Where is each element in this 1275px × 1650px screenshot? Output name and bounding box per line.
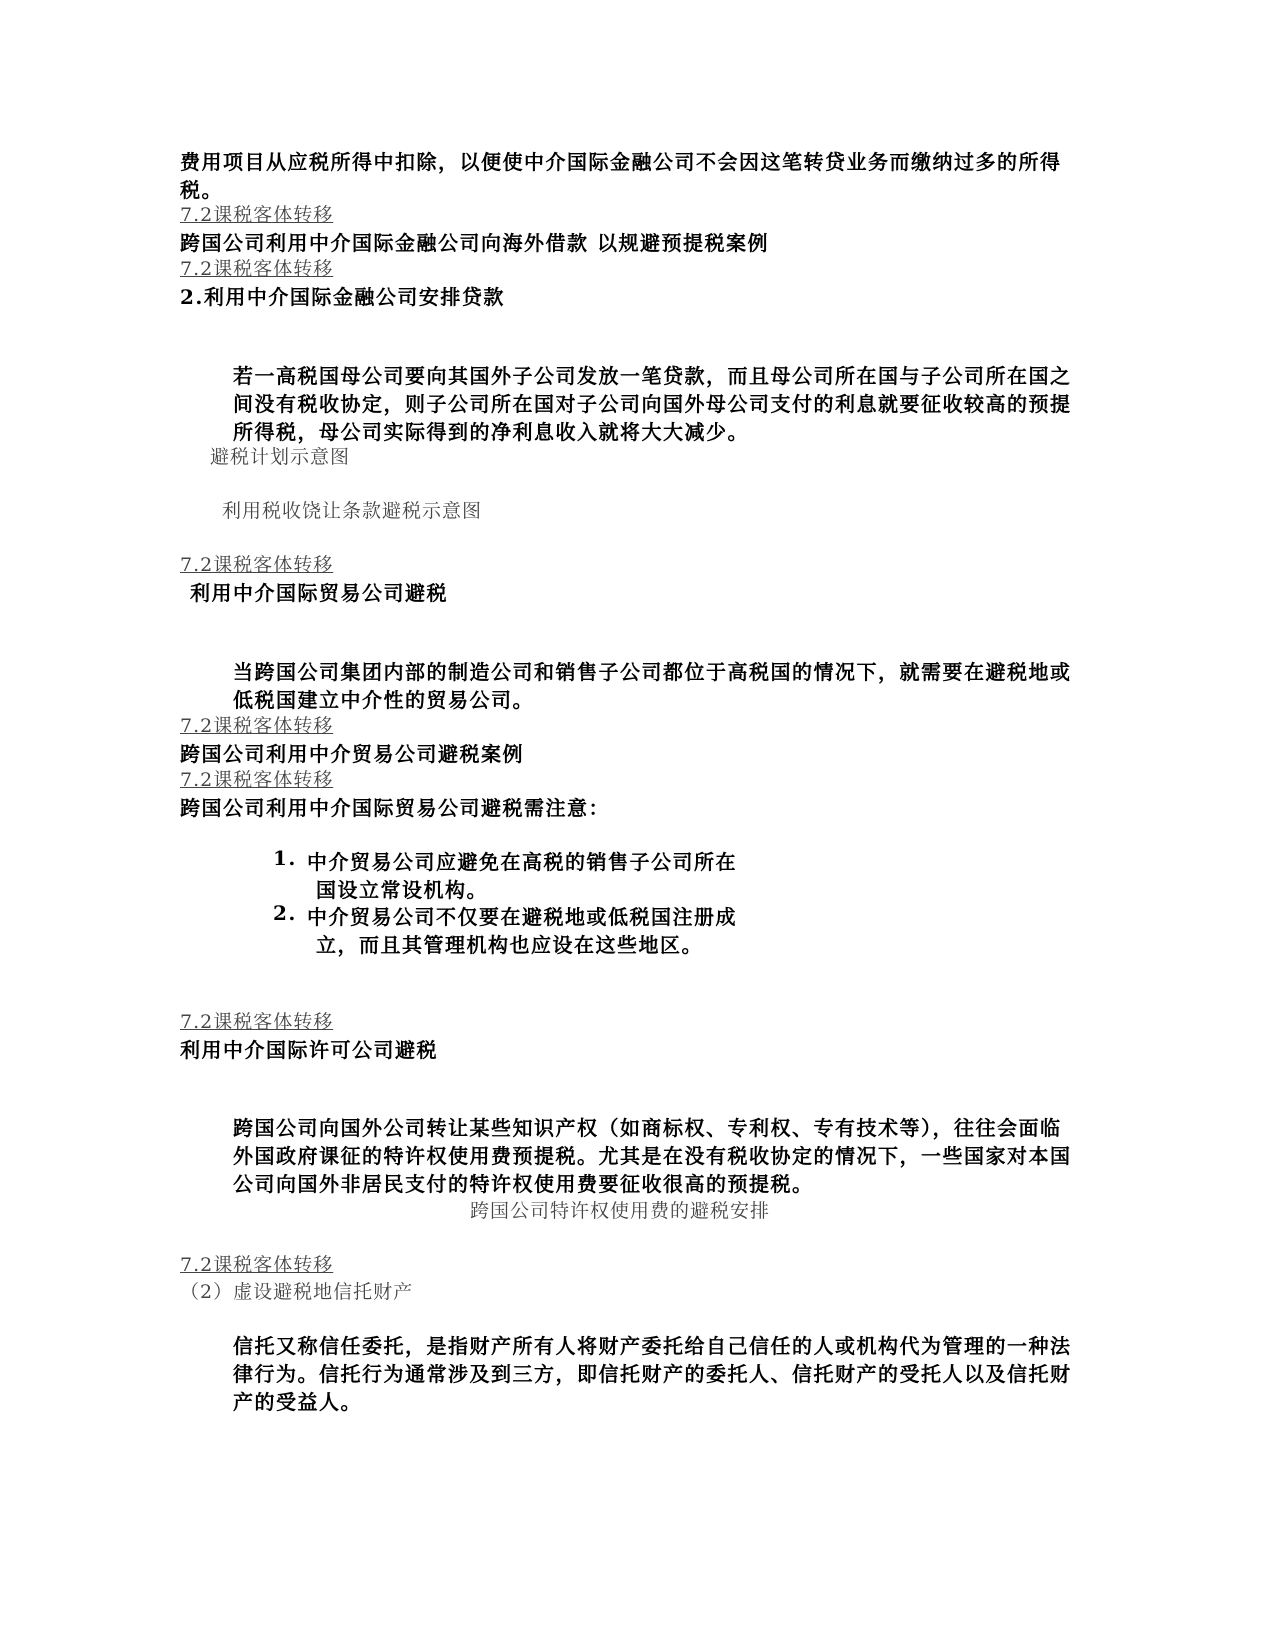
section-header: 7.2课税客体转移 <box>180 1254 334 1276</box>
paragraph-line: 公司向国外非居民支付的特许权使用费要征收很高的预提税。 <box>233 1172 814 1196</box>
paragraph-line: 间没有税收协定，则子公司所在国对子公司向国外母公司支付的利息就要征收较高的预提 <box>233 392 1072 416</box>
paragraph-line: 信托又称信任委托，是指财产所有人将财产委托给自己信任的人或机构代为管理的一种法 <box>233 1334 1072 1358</box>
list-number: 2. <box>273 901 297 925</box>
paragraph-line: 律行为。信托行为通常涉及到三方，即信托财产的委托人、信托财产的受托人以及信托财 <box>233 1362 1072 1386</box>
intro-line: 费用项目从应税所得中扣除，以便使中介国际金融公司不会因这笔转贷业务而缴纳过多的所得 <box>180 150 1062 174</box>
section-header: 7.2课税客体转移 <box>180 258 334 280</box>
list-text: 中介贸易公司不仅要在避税地或低税国注册成 <box>307 905 737 929</box>
section-title: 跨国公司利用中介国际金融公司向海外借款 以规避预提税案例 <box>180 231 769 255</box>
list-text: 国设立常设机构。 <box>316 878 488 902</box>
intro-line: 税。 <box>180 178 223 202</box>
paragraph-line: 产的受益人。 <box>233 1390 362 1414</box>
section-title: 利用中介国际许可公司避税 <box>180 1038 438 1062</box>
paragraph-line: 当跨国公司集团内部的制造公司和销售子公司都位于高税国的情况下，就需要在避税地或 <box>233 660 1072 684</box>
section-title: 2.利用中介国际金融公司安排贷款 <box>180 285 505 309</box>
section-header: 7.2课税客体转移 <box>180 1011 334 1033</box>
paragraph-line: 所得税，母公司实际得到的净利息收入就将大大减少。 <box>233 420 749 444</box>
paragraph-line: 外国政府课征的特许权使用费预提税。尤其是在没有税收协定的情况下，一些国家对本国 <box>233 1144 1072 1168</box>
figure-caption: 利用税收饶让条款避税示意图 <box>222 500 483 522</box>
section-header: 7.2课税客体转移 <box>180 769 334 791</box>
paragraph-line: 低税国建立中介性的贸易公司。 <box>233 688 534 712</box>
section-title: 利用中介国际贸易公司避税 <box>190 581 448 605</box>
list-text: 立，而且其管理机构也应设在这些地区。 <box>316 933 703 957</box>
figure-caption: 跨国公司特许权使用费的避税安排 <box>470 1200 771 1222</box>
section-title: 跨国公司利用中介贸易公司避税案例 <box>180 742 524 766</box>
section-header: 7.2课税客体转移 <box>180 715 334 737</box>
section-header: 7.2课税客体转移 <box>180 204 334 226</box>
paragraph-line: 跨国公司向国外公司转让某些知识产权（如商标权、专利权、专有技术等），往往会面临 <box>233 1116 1062 1140</box>
figure-caption: 避税计划示意图 <box>210 446 351 468</box>
section-subtitle: （2）虚设避税地信托财产 <box>180 1281 414 1303</box>
section-header: 7.2课税客体转移 <box>180 554 334 576</box>
list-number: 1. <box>273 846 297 870</box>
list-text: 中介贸易公司应避免在高税的销售子公司所在 <box>307 850 737 874</box>
section-title: 跨国公司利用中介国际贸易公司避税需注意： <box>180 796 610 820</box>
paragraph-line: 若一高税国母公司要向其国外子公司发放一笔贷款，而且母公司所在国与子公司所在国之 <box>233 364 1072 388</box>
